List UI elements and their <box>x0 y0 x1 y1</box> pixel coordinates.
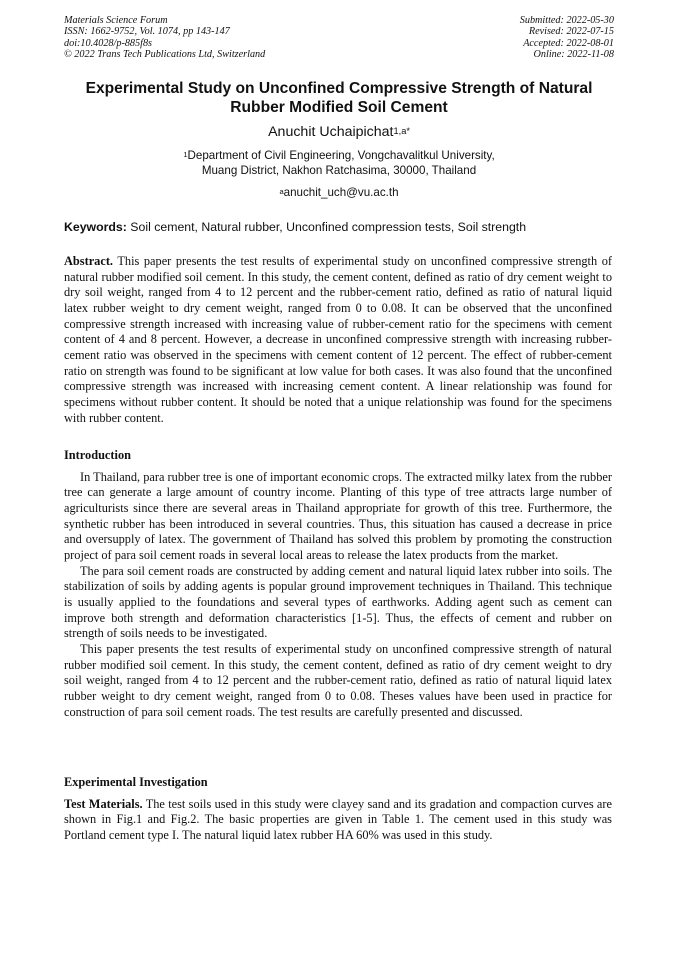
email-sup: a <box>279 187 284 196</box>
accepted-date: Accepted: 2022-08-01 <box>523 37 614 49</box>
paragraph: The para soil cement roads are constructed by adding cement and natural liquid latex rubber into soils. The stabilization of soils by adding agents is popular ground improvement techniques in Thailand. This technique is usually applied to the foundations and several types of earthworks. Adding agent such as cement can improve both strength and deformation characteristics [1-5]. Thus, the effects of cement and rubber on strength of soils needs to be investigated. <box>64 563 612 641</box>
paragraph: In Thailand, para rubber tree is one of important economic crops. The extracted milky latex from the rubber tree can generate a large amount of country income. Planting of this type of tree attracts large number of agriculturists since there are several areas in Thailand appropriate for growth of this tree. Furthermore, the synthetic rubber has been introduced in several countries. Thus, this situation has caused a decrease in price and oversupply of latex. The government of Thailand has solved this problem by promoting the construction project of para soil cement roads in several local areas to release the latex products from the market. <box>64 469 612 562</box>
introduction-section <box>64 448 612 720</box>
title-line: Rubber Modified Soil Cement <box>230 98 448 116</box>
test-materials-label: Test Materials. <box>64 796 143 811</box>
online-date: Online: 2022-11-08 <box>533 49 614 61</box>
author <box>0 124 678 141</box>
experimental-section <box>64 775 612 844</box>
journal-doi: doi:10.4028/p-885f8s <box>64 37 153 49</box>
abstract <box>64 254 612 426</box>
author-name: Anuchit Uchaipichat <box>268 124 394 140</box>
test-materials-text: The test soils used in this study were clayey sand and its gradation and compaction curves are shown in Fig.1 and Fig.2. The basic properties are given in Table 1. The cement used in this study was Portland cement type I. The natural liquid latex rubber HA 60% was used in this study. <box>64 796 613 842</box>
abstract-label: Abstract. <box>64 254 114 268</box>
affiliation-sup: 1 <box>183 150 188 159</box>
revised-date: Revised: 2022-07-15 <box>528 26 614 38</box>
submitted-date: Submitted: 2022-05-30 <box>519 15 614 26</box>
affiliation <box>0 149 678 178</box>
keywords <box>64 220 526 235</box>
experimental-heading: Experimental Investigation <box>64 775 208 789</box>
journal-copyright: © 2022 Trans Tech Publications Ltd, Switzerland <box>64 49 266 61</box>
publication-dates <box>520 15 614 61</box>
email <box>0 186 678 200</box>
introduction-heading: Introduction <box>64 448 131 462</box>
affiliation-line: Muang District, Nakhon Ratchasima, 30000, Thailand <box>201 163 477 177</box>
abstract-text: This paper presents the test results of experimental study on unconfined compressive strength of natural rubber modified soil cement. In this study, the cement content, defined as ratio of dry cement weight to dry soil weight, ranged from 4 to 12 percent and the rubber-cement ratio, defined as ratio of natural liquid latex rubber weight to dry cement weight, ranged from 0 to 0.08. It can be observed that the unconfined compressive strength increased with increasing value of rubber-cement ratio for the specimens with cement content of 4 and 8 percent. However, a decrease in unconfined compressive strength with increasing rubber-cement ratio was observed in the specimens with cement content of 12 percent. The effect of rubber-cement ratio on strength was found to be significant at low value for both cases. It was also found that the unconfined compressive strength was increased with increasing cement content. A linear relationship was found for specimens without rubber content. It should be noted that a unique relationship was found for the specimens with rubber content. <box>64 254 612 425</box>
journal-name: Materials Science Forum <box>64 15 168 26</box>
journal-issn: ISSN: 1662-9752, Vol. 1074, pp 143-147 <box>64 26 230 38</box>
journal-info <box>64 15 265 61</box>
email-address[interactable]: anuchit_uch@vu.ac.th <box>283 186 399 199</box>
author-sup: 1,a* <box>393 126 410 136</box>
keywords-label: Keywords: <box>64 220 127 234</box>
affiliation-line: Department of Civil Engineering, Vongchavalitkul University, <box>187 149 495 162</box>
keywords-text: Soil cement, Natural rubber, Unconfined compression tests, Soil strength <box>126 220 527 234</box>
paper-title <box>0 80 678 117</box>
title-line: Experimental Study on Unconfined Compressive Strength of Natural <box>85 80 593 97</box>
paragraph: This paper presents the test results of experimental study on unconfined compressive strength of natural rubber modified soil cement. In this study, the cement content, defined as ratio of dry cement weight to dry soil weight, ranged from 4 to 12 percent and the rubber-cement ratio, defined as ratio of natural liquid latex rubber weight to dry cement weight, ranged from 0 to 0.08. Theses values have been used in practice for construction of para soil cement roads. The test results are carefully presented and discussed. <box>64 641 612 719</box>
